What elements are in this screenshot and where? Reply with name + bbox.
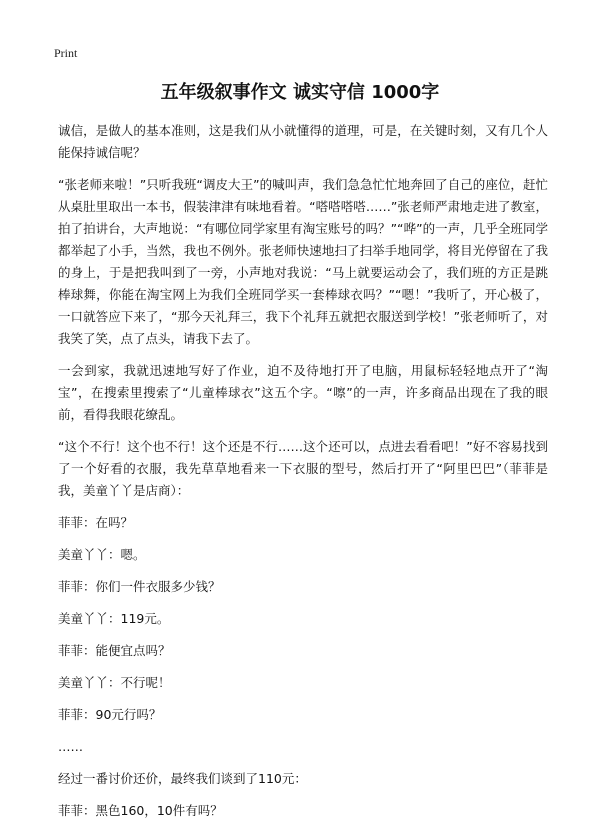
dialogue-line: 美童丫丫：嗯。 (58, 547, 146, 562)
paragraph-intro: 诚信，是做人的基本准则，这是我们从小就懂得的道理，可是，在关键时刻，又有几个人能保持诚信呢？ (58, 123, 548, 160)
print-link[interactable]: Print (54, 46, 78, 60)
paragraph-teacher: “张老师来啦！”只听我班“调皮大王”的喊叫声，我们急急忙忙地奔回了自己的座位，赶忙从桌肚里取出一本书，假装津津有味地看着。“嗒嗒嗒嗒……”张老师严肃地走进了教室，拍了拍讲台，大声地说：“有哪位同学家里有淘宝账号的吗？”“哗”的一声，几乎全班同学都举起了小手，当然，我也不例外。张老师快速地扫了扫举手地同学，将目光停留在了我的身上，于是把我叫到了一旁，小声地对我说：“马上就要运动会了，我们班的方正是跳棒球舞，你能在淘宝网上为我们全班同学买一套棒球衣吗？”“嗯！”我听了，开心极了，一口就答应下来了，“那今天礼拜三，我下个礼拜五就把衣服送到学校！”张老师听了，对我笑了笑，点了点头，请我下去了。 (58, 177, 548, 346)
paragraph-search: “这个不行！这个也不行！这个还是不行……这个还可以，点进去看看吧！”好不容易找到了一个好看的衣服，我先草草地看来一下衣服的型号，然后打开了“阿里巴巴”（菲菲是我，美童丫丫是店商）： (58, 439, 548, 498)
ellipsis-line: …… (58, 739, 83, 754)
dialogue-line: 菲菲：你们一件衣服多少钱？ (58, 579, 221, 594)
dialogue-line: 美童丫丫：不行呢！ (58, 675, 171, 690)
article-body (58, 120, 548, 832)
dialogue-line: 菲菲：黑色160，10件有吗？ (58, 803, 223, 818)
paragraph-home: 一会到家，我就迅速地写好了作业，迫不及待地打开了电脑，用鼠标轻轻地点开了“淘宝”，在搜索里搜索了“儿童棒球衣”这五个字。“嚓”的一声，许多商品出现在了我的眼前，看得我眼花缭乱。 (58, 363, 548, 422)
dialogue-line: 菲菲：能便宜点吗？ (58, 643, 171, 658)
dialogue-line: 菲菲：在吗？ (58, 515, 134, 530)
dialogue-line: 菲菲：90元行吗？ (58, 707, 162, 722)
dialogue-line: 美童丫丫：119元。 (58, 611, 170, 626)
paragraph-bargain: 经过一番讨价还价，最终我们谈到了110元： (58, 771, 307, 786)
page-title: 五年级叙事作文 诚实守信 1000字 (160, 82, 440, 103)
